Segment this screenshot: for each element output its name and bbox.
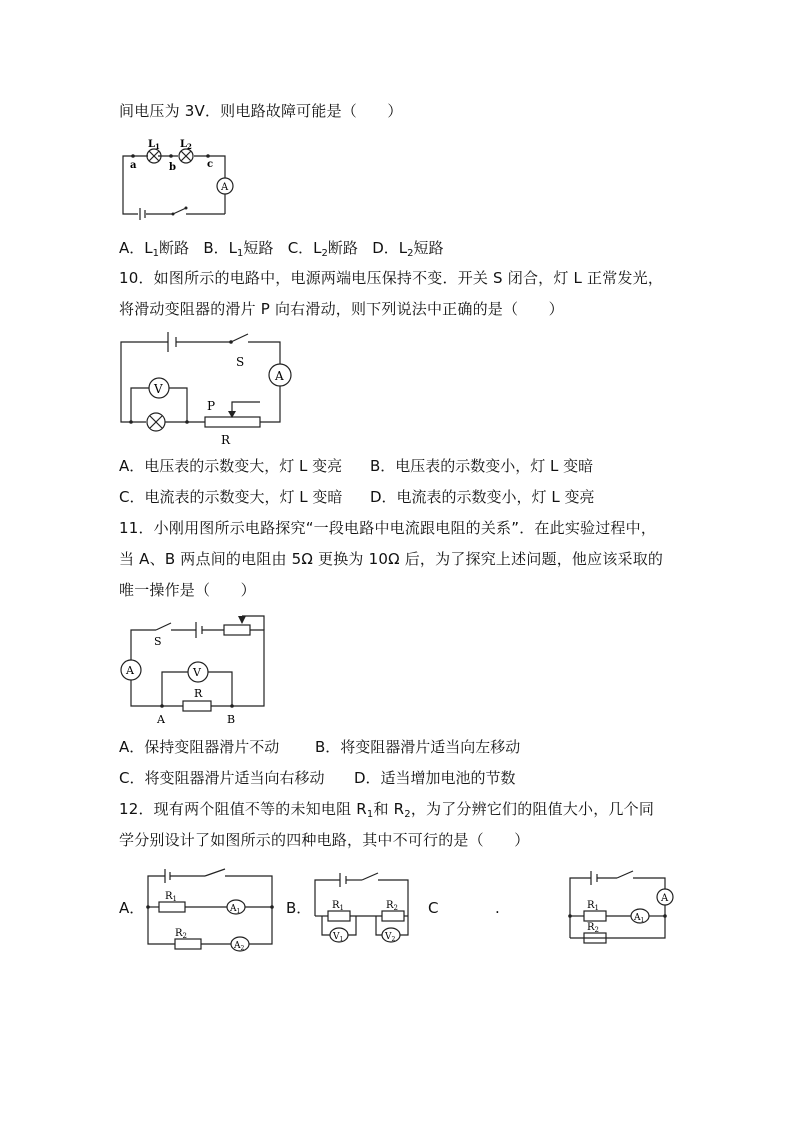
q11-voltmeter-label: V	[193, 666, 201, 679]
q11-option-a[interactable]: A．保持变阻器滑片不动	[119, 738, 280, 756]
q10-option-d[interactable]: D．电流表的示数变小，灯 L 变亮	[370, 488, 595, 506]
q12-stem-line1: 12．现有两个阻值不等的未知电阻 $R_1$和 $R_2$，为了分辨它们的阻值大小，几个同	[119, 800, 655, 820]
q9-option-b[interactable]: B．$L_1$短路	[203, 239, 274, 259]
q10-option-c[interactable]: C．电流表的示数变大，灯 L 变暗	[119, 488, 343, 506]
q12b-voltmeter2-label: $V_2$	[385, 932, 396, 943]
q10-label-s: S	[236, 355, 245, 369]
q12-option-c-dot: .	[495, 899, 500, 917]
q12b-label-r2: $R_2$	[386, 900, 398, 912]
q9-option-c[interactable]: C．$L_2$断路	[287, 239, 358, 259]
q10-label-r: R	[221, 433, 231, 447]
q9-label-b: b	[169, 162, 176, 173]
q10-label-p: P	[207, 399, 216, 413]
q12a-label-r2: $R_2$	[175, 928, 187, 940]
q11-point-b: B	[227, 713, 236, 726]
q9-circuit-diagram	[118, 136, 236, 220]
q10-voltmeter-label: V	[154, 382, 163, 396]
q9-option-a[interactable]: A．$L_1$断路	[119, 239, 190, 259]
q11-point-a: A	[157, 713, 165, 726]
q12a-ammeter1-label: $A_1$	[230, 904, 241, 915]
q12b-voltmeter1-label: $V_1$	[333, 932, 344, 943]
q11-stem-line3: 唯一操作是（ ）	[119, 581, 256, 599]
q12-stem-line2: 学分别设计了如图所示的四种电路，其中不可行的是（ ）	[119, 831, 530, 849]
q9-label-L2: $L_2$	[180, 139, 192, 151]
q11-stem-line1: 11．小刚用图所示电路探究“一段电路中电流跟电阻的关系”．在此实验过程中，	[119, 519, 657, 537]
q9-label-c: c	[207, 159, 214, 170]
q12-option-c-label[interactable]: C	[428, 899, 439, 917]
q9-option-d[interactable]: D．$L_2$短路	[372, 239, 444, 259]
q10-circuit-diagram	[118, 330, 298, 450]
q9-label-L1: $L_1$	[148, 139, 160, 151]
q12-option-b-label[interactable]: B．	[286, 899, 312, 917]
q12c-label-r1: $R_1$	[587, 900, 599, 912]
q12-option-a-label[interactable]: A．	[119, 899, 145, 917]
q11-label-r: R	[194, 687, 203, 700]
q12b-label-r1: $R_1$	[332, 900, 344, 912]
q12-circuit-b	[310, 868, 414, 946]
q9-label-a: a	[130, 160, 137, 171]
q12c-ammeter1-label: $A_1$	[634, 913, 645, 924]
q10-stem-line1: 10．如图所示的电路中，电源两端电压保持不变．开关 S 闭合，灯 L 正常发光，	[119, 269, 664, 287]
q10-option-b[interactable]: B．电压表的示数变小，灯 L 变暗	[370, 457, 594, 475]
q12c-ammeter-label: A	[661, 893, 669, 904]
q9-stem-tail: 间电压为 3V．则电路故障可能是（ ）	[119, 102, 403, 120]
q12-circuit-c	[565, 866, 677, 946]
q10-option-a[interactable]: A．电压表的示数变大，灯 L 变亮	[119, 457, 343, 475]
q12a-ammeter2-label: $A_2$	[234, 941, 245, 952]
q9-options	[119, 238, 444, 264]
q11-option-d[interactable]: D．适当增加电池的节数	[354, 769, 516, 787]
q11-stem-line2: 当 A、B 两点间的电阻由 5Ω 更换为 10Ω 后，为了探究上述问题，他应该采取的	[119, 550, 664, 568]
q11-option-b[interactable]: B．将变阻器滑片适当向左移动	[315, 738, 521, 756]
q11-circuit-diagram	[118, 610, 270, 728]
q12a-label-r1: $R_1$	[165, 891, 177, 903]
q11-option-c[interactable]: C．将变阻器滑片适当向右移动	[119, 769, 325, 787]
q12-circuit-a	[145, 864, 277, 952]
q11-ammeter-label: A	[126, 664, 134, 677]
q9-ammeter-label: A	[221, 182, 229, 193]
q10-ammeter-label: A	[275, 369, 284, 383]
q12c-label-r2: $R_2$	[587, 922, 599, 934]
q11-label-s: S	[154, 635, 162, 648]
q10-stem-line2: 将滑动变阻器的滑片 P 向右滑动，则下列说法中正确的是（ ）	[119, 300, 564, 318]
